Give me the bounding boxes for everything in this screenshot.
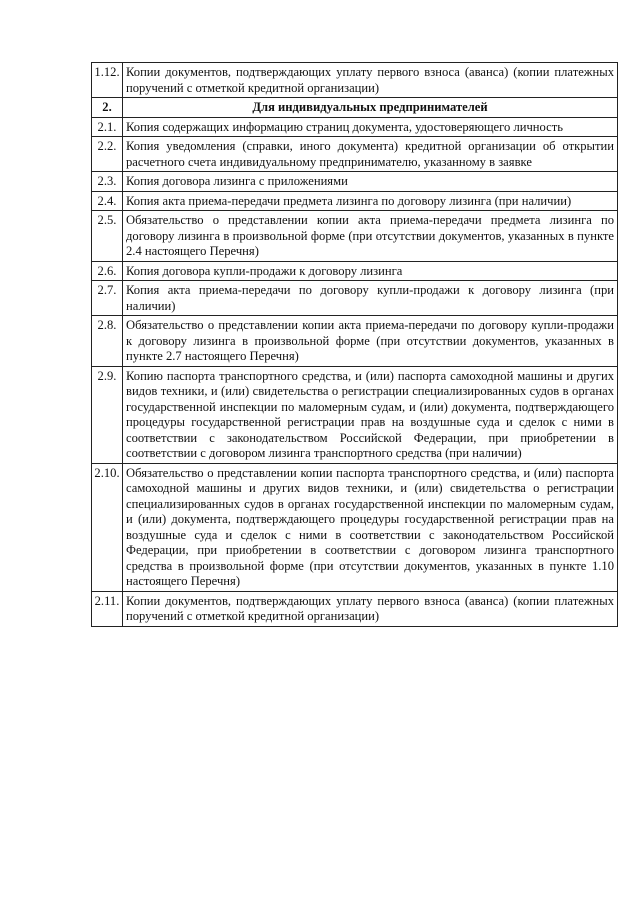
table-row	[92, 211, 618, 262]
item-text: Копия уведомления (справки, иного документа) кредитной организации об открытии расчетного счета индивидуальному предпринимателю, указанному в заявке	[123, 137, 618, 172]
item-text: Копию паспорта транспортного средства, и (или) паспорта самоходной машины и других видов техники, и (или) свидетельства о регистрации специализированных судов в органах государственной инспекции по маломерным судам, и (или) документа, подтверждающего процедуры государственной регистрации прав на воздушные суда и сделок с ними в соответствии с законодательством Российской Федерации, при приобретении в соответствии с договором лизинга транспортного средства (при наличии)	[123, 366, 618, 463]
table-row	[92, 316, 618, 367]
section-title: Для индивидуальных предпринимателей	[123, 98, 618, 118]
item-text: Копия договора купли-продажи к договору лизинга	[123, 261, 618, 281]
table-row	[92, 117, 618, 137]
item-number: 2.10.	[92, 463, 123, 591]
item-text: Копия акта приема-передачи предмета лизинга по договору лизинга (при наличии)	[123, 191, 618, 211]
item-text: Копии документов, подтверждающих уплату первого взноса (аванса) (копии платежных поручений с отметкой кредитной организации)	[123, 591, 618, 626]
table-row	[92, 463, 618, 591]
item-number: 2.1.	[92, 117, 123, 137]
item-number: 2.3.	[92, 172, 123, 192]
item-text: Обязательство о представлении копии паспорта транспортного средства, и (или) паспорта самоходной машины и других видов техники, и (или) свидетельства о регистрации специализированных судов в органах государственной инспекции по маломерным судам, и (или) документа, подтверждающего процедуры государственной регистрации прав на воздушные суда и сделок с ними в соответствии с законодательством Российской Федерации, при приобретении в соответствии с договором лизинга транспортного средства в произвольной форме (при отсутствии документов, указанных в пункте 1.10 настоящего Перечня)	[123, 463, 618, 591]
table-row	[92, 172, 618, 192]
item-text: Обязательство о представлении копии акта приема-передачи по договору купли-продажи к договору лизинга в произвольной форме (при отсутствии документов, указанных в пункте 2.7 настоящего Перечня)	[123, 316, 618, 367]
item-number: 2.6.	[92, 261, 123, 281]
table-row	[92, 137, 618, 172]
item-number: 2.2.	[92, 137, 123, 172]
item-text: Копия содержащих информацию страниц документа, удостоверяющего личность	[123, 117, 618, 137]
item-text: Обязательство о представлении копии акта приема-передачи предмета лизинга по договору лизинга в произвольной форме (при отсутствии документов, указанных в пункте 2.4 настоящего Перечня)	[123, 211, 618, 262]
item-text: Копии документов, подтверждающих уплату первого взноса (аванса) (копии платежных поручений с отметкой кредитной организации)	[123, 63, 618, 98]
item-number: 1.12.	[92, 63, 123, 98]
document-list-table	[91, 62, 618, 627]
item-number: 2.4.	[92, 191, 123, 211]
section-header-row	[92, 98, 618, 118]
item-number: 2.	[92, 98, 123, 118]
table-row	[92, 281, 618, 316]
item-number: 2.5.	[92, 211, 123, 262]
table-row	[92, 366, 618, 463]
table-row	[92, 63, 618, 98]
item-number: 2.11.	[92, 591, 123, 626]
table-row	[92, 261, 618, 281]
document-list-body	[92, 63, 618, 627]
table-row	[92, 591, 618, 626]
item-number: 2.9.	[92, 366, 123, 463]
item-text: Копия договора лизинга с приложениями	[123, 172, 618, 192]
item-text: Копия акта приема-передачи по договору купли-продажи к договору лизинга (при наличии)	[123, 281, 618, 316]
table-row	[92, 191, 618, 211]
item-number: 2.8.	[92, 316, 123, 367]
item-number: 2.7.	[92, 281, 123, 316]
